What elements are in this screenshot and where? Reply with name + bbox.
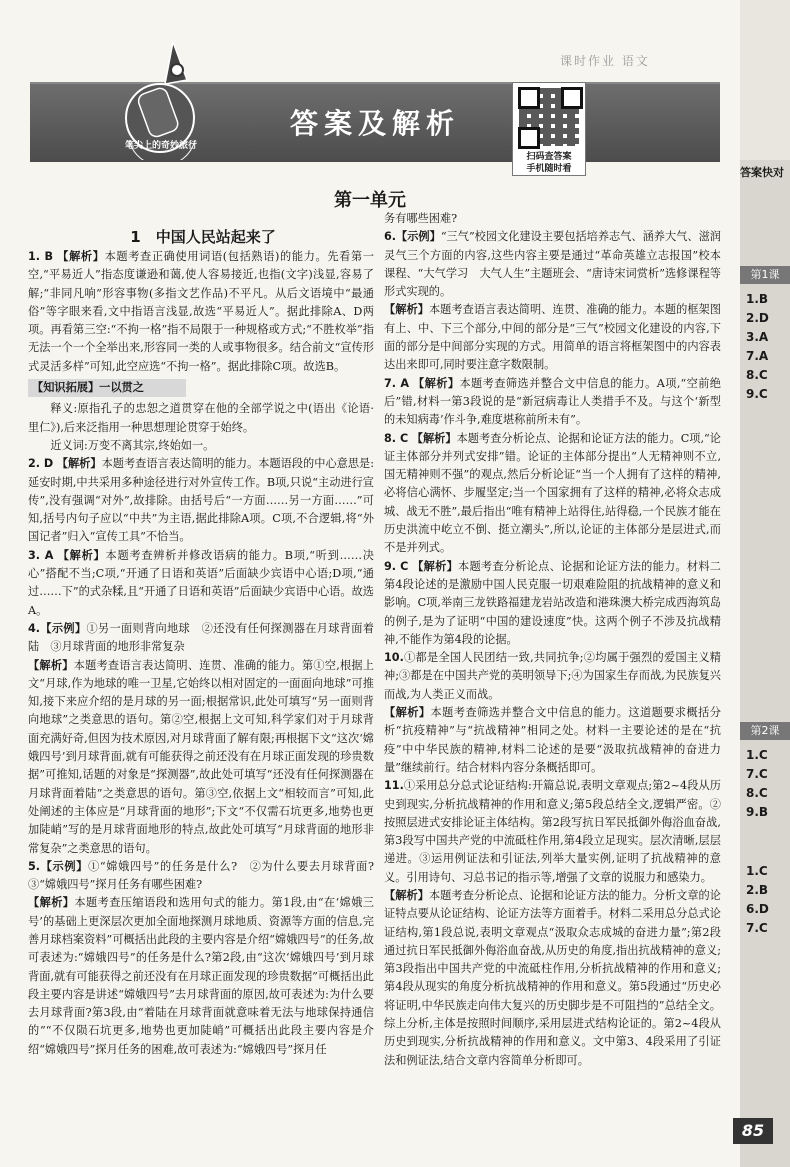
quick-answer: 9.C [746,387,768,401]
qr-caption-1: 扫码查答案 [526,152,572,162]
sidebar-label: 答案快对 [740,166,784,179]
quick-answer: 6.D [746,902,769,916]
knowledge-box-title: 【知识拓展】一以贯之 [28,379,186,397]
answer-11-analysis: 【解析】本题考查分析论点、论据和论证方法的能力。分析文章的论证特点要从论证结构、论证方法等方面着手。材料二采用总分总式论证结构,第1段总说,表明文章观点“汲取众志成城的奋进力量”;第2段通过抗日军民抵御外侮浴血奋战,从历史的角度,指出抗战精神的意义;第3段指出中国共产党的中流砥柱作用,分析抗战精神的作用和意义;第4段从现实的角度分析抗战精神的作用和意义。第5段通过“历史必将证明,中华民族走向伟大复兴的历史脚步是不可阻挡的”总结全文。综上分析,主体是按照时间顺序,采用层进式结构论证的。第2~4段从历史到现实,分析抗战精神的作用和意义。文中第3、4段采用了引证法和例证法,结合文章内容简单分析即可。 [384,888,721,1067]
quick-answer: 3.A [746,330,769,344]
quick-answer: 7.C [746,921,768,935]
answer-4: 4.【示例】①另一面则背向地球 ②还没有任何探测器在月球背面着陆 ③月球背面的地形非常复杂 [28,621,374,654]
left-column [28,248,386,1059]
answer-3: 3. A 【解析】本题考查辨析并修改语病的能力。B项,“听到……决心”搭配不当;C项,“开通了日语和英语”后面缺少宾语中心语;D项,“通过……下”的式杂糅,且“开通了日语和英语”后面缺少宾语中心语。故选A。 [28,548,374,617]
answer-6-analysis: 【解析】本题考查语言表达简明、连贯、准确的能力。本题的框架图有上、中、下三个部分,中间的部分是“三气”校园文化建设的内容,下面的部分是中间部分实现的方式。用简单的语言将框架图中的内容表达出来即可,同时要注意字数限制。 [384,303,721,372]
quick-answer: 7.A [746,349,769,363]
answer-4-analysis: 【解析】本题考查语言表达简明、连贯、准确的能力。第①空,根据上文“月球,作为地球的唯一卫星,它始终以相对固定的一面面向地球”可推知,接下来应介绍的是月球的另一面;根据常识,此处可填写“另一面则背向地球”之类意思的语句。第②空,根据上文可知,科学家们对于月球背面充满好奇,但因为技术原因,对月球背面了解有限;再根据下文“这次‘嫦娥四号’到月球背面,就有可能获得之前还没有在月球正面发现的珍贵数据”可推知,话题的对象是“探测器”,故此处可填写“还没有任何探测器在月球背面着陆”之类意思的语句。第③空,依据上文“相较而言”可知,此处阐述的主体应是“月球背面的地形”;下文“不仅需石坑更多,地势也更加陡峭”写的是月球背面地形的特点,故此处可填写“月球背面的地形非常复杂”之类意思的语句。 [28,658,374,855]
lesson-1-answer-list [746,292,769,406]
quick-answer: 9.B [746,805,769,819]
answer-7: 7. A 【解析】本题考查筛选并整合文中信息的能力。A项,“空前绝后”错,材料一第3段说的是“新冠病毒让人类措手不及。与这个‘新型的未知病毒’作斗争,难度堪称前所未有”。 [384,376,721,427]
page-number: 85 [733,1118,773,1144]
qr-corner [518,127,540,149]
tab-lesson-1[interactable]: 第1课 [740,266,790,284]
quick-answer: 1.B [746,292,769,306]
right-column [384,210,721,1070]
lesson-2-answer-list-a [746,748,768,824]
qr-corner [561,87,583,109]
answer-2: 2. D 【解析】本题考查语言表达简明的能力。本题语段的中心意思是:延安时期,中共采用多种途径进行对外宣传工作。B项,只说“主动进行宣传”,没有强调“对外”,故排除。由括号后“一方面……另一方面……”可知,括号内句子应以“中共”为主语,据此排除A项。C项,不合逻辑,将“外国记者”归入“宣传工具”不恰当。 [28,457,374,544]
answer-1: 1. B 【解析】本题考查正确使用词语(包括熟语)的能力。先看第一空,“平易近人”指态度谦逊和蔼,使人容易接近,也指(文字)浅显,容易了解;“非同凡响”形容事物(多指文艺作品)不平凡。从后文语境中“最通俗”等字眼来看,文中指语言浅显,故选“平易近人”。据此排除A、D两项。再看第三空:“不拘一格”指不局限于一种规格或方式;“不胜枚举”指无法一个一个全举出来,形容同一类的人或事物很多。结合前文“宣传形式灵活多样”可知,此空应选“不拘一格”。据此排除C项。故选B。 [28,250,374,373]
header-faint: 课时作业 语文 [560,54,650,68]
quick-answer: 1.C [746,748,768,762]
quick-answer: 2.D [746,311,769,325]
unit-title: 第一单元 [334,190,406,211]
qr-caption-2: 手机随时看 [526,164,572,174]
answer-8: 8. C 【解析】本题考查分析论点、论据和论证方法的能力。C项,“论证主体部分并列式安排”错。论证的主体部分提出“人无精神则不立,国无精神则不强”的观点,然后分析论证“当一个人拥有了这样的精神,必将信心满怀、步履坚定;当一个国家拥有了这样的精神,必将众志成城、战无不胜”,最后指出“唯有精神上站得住,站得稳,一个民族才能在历史洪流中屹立不倒、挺立潮头”,所以,论证的主体部分是层进式,而不是并列式。 [384,431,721,555]
qr-code[interactable] [512,82,586,176]
banner-title: 答案及解析 [289,107,460,140]
sidebar-decoration [740,0,790,160]
svg-text:笔尖上的奇妙旅行: 笔尖上的奇妙旅行 [124,141,198,151]
quick-answer: 2.B [746,883,769,897]
knowledge-synonyms: 近义词:万变不离其宗,终始如一。 [50,438,215,452]
lesson-2-answer-list-b [746,864,769,940]
rocket-logo-icon [115,40,215,160]
answer-6: 6.【示例】“三气”校园文化建设主要包括培养志气、涵养大气、滋润灵气三个方面的内容,这些内容主要是通过“革命英雄立志报国”校本课程、“大气学习 大气人生”主题班会、“唐诗宋词赏析”选修课程等形式实现的。 [384,230,721,299]
answer-10-analysis: 【解析】本题考查筛选并整合文中信息的能力。这道题要求概括分析“抗疫精神”与“抗战精神”相同之处。材料一主要论述的是在“抗疫”中中华民族的精神,材料二论述的是要“汲取抗战精神的奋进力量”继续前行。结合材料内容分条概括即可。 [384,706,721,774]
answer-5-tail: 务有哪些困难? [384,212,458,225]
answer-5-analysis: 【解析】本题考查压缩语段和选用句式的能力。第1段,由“在‘嫦娥三号’的基础上更深层次更加全面地探测月球地质、资源等方面的信息,完善月球档案资料”可概括出此段的主要内容是介绍“嫦娥四号”的任务,故可表述为:“嫦娥四号”的任务是什么?第2段,由“这次‘嫦娥四号’到月球背面,就有可能获得之前还没有在月球正面发现的珍贵数据”可概括出此段主要内容是讲述“嫦娥四号”去月球背面的原因,故可表述为:为什么要去月球背面?第3段,由“着陆在月球背面就意味着无法与地球保持通信的”“不仅陨石坑更多,地势也更加陡峭”可概括出此段主要内容是介绍“嫦娥四号”探月任务的困难,故可表述为:“嫦娥四号”探月任 [28,896,374,1056]
qr-corner [518,87,540,109]
tab-lesson-2[interactable]: 第2课 [740,722,790,740]
quick-answer: 7.C [746,767,768,781]
answer-11: 11.①采用总分总式论证结构:开篇总说,表明文章观点;第2~4段从历史到现实,分析抗战精神的作用和意义;第5段总结全文,逻辑严密。②按照层进式安排论证主体结构。第2段写抗日军民抵御外侮浴血奋战,第3段写中国共产党的中流砥柱作用,第4段立足现实。层次清晰,层层递进。③运用例证法和引证法,列举大量实例,证明了抗战精神的意义。引用诗句、习总书记的指示等,增强了文章的说服力和感染力。 [384,779,721,884]
answer-10: 10.①都是全国人民团结一致,共同抗争;②均属于强烈的爱国主义精神;③都是在中国共产党的英明领导下;④为国家生存而战,为民族复兴而战,为人类正义而战。 [384,651,721,701]
quick-answer: 8.C [746,786,768,800]
quick-answer: 1.C [746,864,768,878]
quick-answer: 8.C [746,368,768,382]
answer-5: 5.【示例】①“嫦娥四号”的任务是什么? ②为什么要去月球背面? ③“嫦娥四号”探月任务有哪些困难? [28,859,386,892]
lesson-title: 1 中国人民站起来了 [130,228,276,246]
answer-9: 9. C 【解析】本题考查分析论点、论据和论证方法的能力。材料二第4段论述的是激励中国人民克服一切艰难险阻的抗战精神的意义和影响。C项,举南三龙铁路福建龙岩站改造和港珠澳大桥完成西海筑岛的例子,是为了证明“中国的建设速度”快。这两个例子不涉及抗战精神,不能作为第4段的论据。 [384,559,721,646]
knowledge-meaning: 释义:原指孔子的忠恕之道贯穿在他的全部学说之中(语出《论语·里仁》),后来泛指用一种思想理论贯穿于始终。 [28,402,374,434]
